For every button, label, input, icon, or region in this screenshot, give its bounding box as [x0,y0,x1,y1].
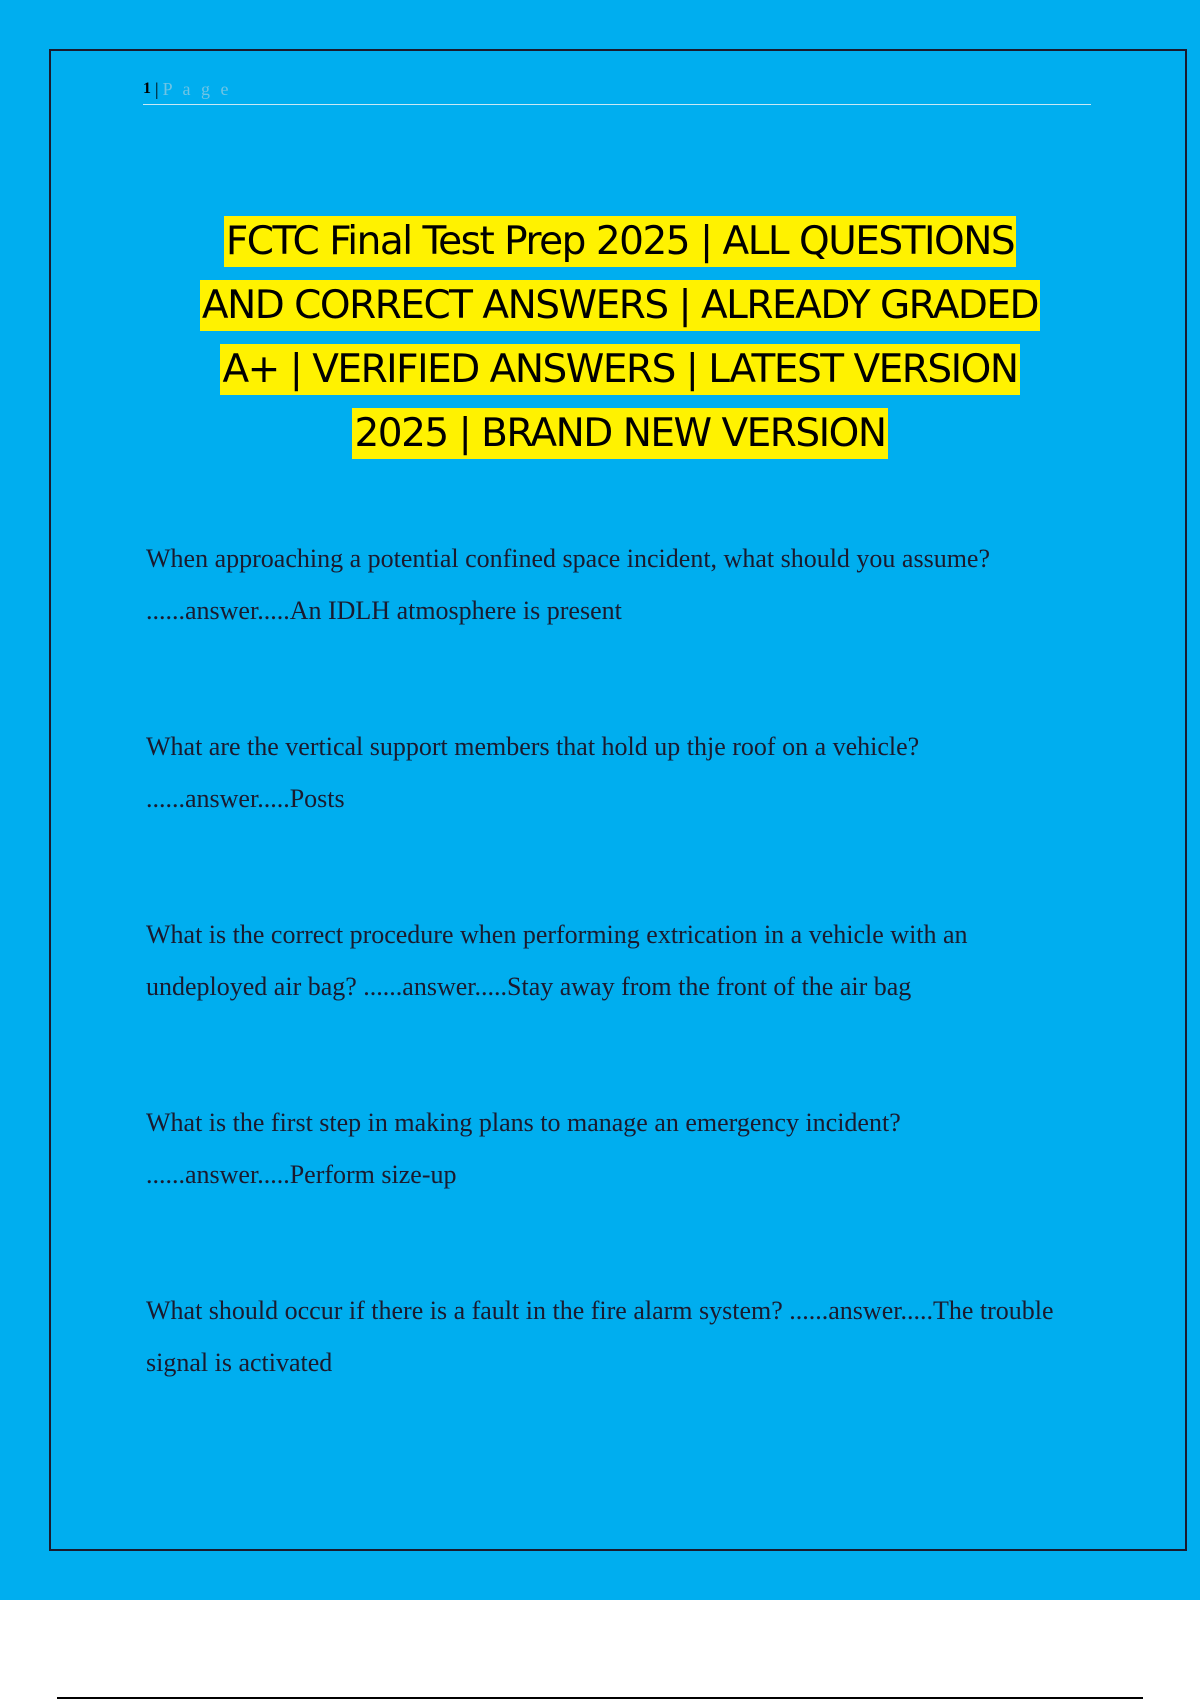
title-line: 2025 | BRAND NEW VERSION [352,408,887,459]
qa-item: What are the vertical support members that hold up thje roof on a vehicle? ......answer.....Posts [146,732,920,813]
page-label: P a g e [162,78,232,99]
document-title [140,210,1100,466]
page-header [143,74,1091,105]
title-line: A+ | VERIFIED ANSWERS | LATEST VERSION [220,344,1019,395]
next-page-rule [57,1697,1143,1699]
qa-item: When approaching a potential confined space incident, what should you assume? ......answer.....An IDLH atmosphere is present [146,544,991,625]
qa-item: What is the correct procedure when performing extrication in a vehicle with an undeployed air bag? ......answer.....Stay away from the front of the air bag [146,920,968,1001]
page-separator: | [155,78,159,99]
title-line: FCTC Final Test Prep 2025 | ALL QUESTIONS [224,216,1016,267]
qa-item: What should occur if there is a fault in the fire alarm system? ......answer.....The trouble signal is activated [146,1296,1054,1377]
page-number: 1 [143,80,151,97]
question-answer-list [146,533,1086,1473]
title-line: AND CORRECT ANSWERS | ALREADY GRADED [200,280,1040,331]
qa-item: What is the first step in making plans to manage an emergency incident? ......answer.....Perform size-up [146,1108,901,1189]
